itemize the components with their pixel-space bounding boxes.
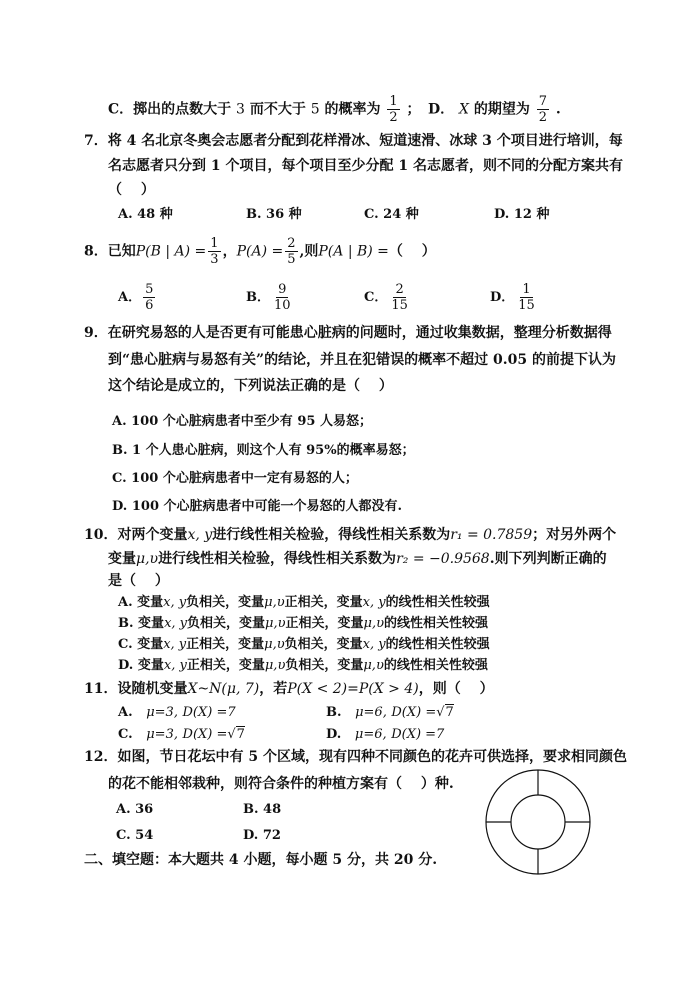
q8-paren: （ ）: [388, 243, 436, 260]
q10-option-d: D. 变量x, y正相关，变量μ,υ负相关，变量μ,υ的线性相关性较强: [118, 658, 488, 673]
q8-comma: ，: [222, 243, 237, 260]
q6-c-num3: 3: [236, 101, 245, 118]
q6-option-d: [428, 94, 561, 125]
inner-circle: [511, 795, 565, 849]
q8-then: ,则: [299, 243, 319, 260]
q8-stem: [84, 236, 436, 267]
q8-option-a: A． $\frac{5}{6}$: [118, 282, 154, 313]
q6-c-text: 而不大于: [249, 101, 306, 118]
flower-bed-diagram: [483, 767, 593, 877]
q10-option-b: B. 变量x, y负相关，变量μ,υ正相关，变量μ,υ的线性相关性较强: [118, 616, 489, 631]
q7-line-1: 7．将 4 名北京冬奥会志愿者分配到花样滑冰、短道速滑、冰球 3 个项目进行培训，每: [84, 133, 623, 149]
q12-line-2: 的花不能相邻栽种，则符合条件的种植方案有（ ）种.: [108, 776, 454, 792]
q9-line-2: 到“患心脏病与易怒有关”的结论，并且在犯错误的概率不超过 0.05 的前提下认为: [108, 352, 616, 368]
q10-r2: r₂ = −0.9568: [396, 551, 490, 567]
q9-option-b: B. 1 个人患心脏病，则这个人有 95%的概率易怒；: [112, 443, 415, 458]
q6-c-tail: 的概率为: [324, 101, 381, 118]
q7-option-a: A. 48 种: [118, 207, 173, 222]
q8-prefix: 8．已知: [84, 243, 136, 260]
q12-line-1: 12．如图，节日花坛中有 5 个区域，现有四种不同颜色的花卉可供选择，要求相同颜色: [84, 749, 627, 765]
q8-fraction-2: $\frac{2}{5}$: [287, 236, 296, 267]
q7-line-2: 名志愿者只分到 1 个项目，每个项目至少分配 1 名志愿者，则不同的分配方案共有: [108, 158, 623, 174]
q7-option-d: D. 12 种: [494, 207, 550, 222]
section-2-heading: 二、填空题：本大题共 4 小题，每小题 5 分，共 20 分.: [84, 852, 438, 868]
q11-stem: 11．设随机变量X~N(μ, 7)，若P(X < 2)=P(X > 4)，则（ ）: [84, 681, 494, 697]
q8-fraction-1: $\frac{1}{3}$: [210, 236, 219, 267]
q11-condition: P(X < 2)=P(X > 4): [287, 681, 419, 697]
q9-line-3: 这个结论是成立的，下列说法正确的是（ ）: [108, 378, 393, 394]
q9-line-1: 9．在研究易怒的人是否更有可能患心脏病的问题时，通过收集数据，整理分析数据得: [84, 325, 612, 341]
q10-option-c: C. 变量x, y正相关，变量μ,υ负相关，变量x, y的线性相关性较强: [118, 637, 490, 652]
q11-option-c: C. μ=3, D(X) =√7: [118, 727, 245, 742]
q7-option-b: B. 36 种: [246, 207, 302, 222]
q8-option-c: C． $\frac{2}{15}$: [364, 282, 408, 313]
q10-r1: r₁ = 0.7859: [450, 527, 533, 543]
q6-c-semicolon: ；: [406, 101, 421, 118]
q12-option-c: C. 54: [116, 828, 154, 843]
q6-option-c: [108, 94, 421, 125]
q7-line-3: （ ）: [108, 182, 155, 198]
q6-c-label: C．掷出的点数大于: [108, 101, 232, 118]
q8-expr-pa: P(A) =: [236, 243, 284, 260]
q6-d-dot: .: [555, 101, 561, 118]
q8-expr-pab: P(A | B) =: [318, 243, 389, 260]
q6-d-text: 的期望为: [473, 101, 530, 118]
q8-option-d: D． $\frac{1}{15}$: [490, 282, 535, 313]
q6-d-fraction: $\frac{7}{2}$: [538, 94, 548, 125]
q12-option-a: A. 36: [116, 802, 154, 817]
q9-option-a: A. 100 个心脏病患者中至少有 95 人易怒；: [112, 414, 372, 429]
q6-d-label: D．: [428, 101, 455, 118]
q7-option-c: C. 24 种: [364, 207, 419, 222]
q10-line-1: 10．对两个变量x, y进行线性相关检验，得线性相关系数为r₁ = 0.7859；对另外两个: [84, 527, 617, 543]
q6-c-fraction: $\frac{1}{2}$: [389, 94, 398, 125]
q11-distribution: X~N(μ, 7): [187, 681, 260, 697]
q10-line-3: 是（ ）: [108, 573, 169, 589]
q8-expr-pba: P(B | A) =: [135, 243, 207, 260]
q10-option-a: A. 变量x, y负相关，变量μ,υ正相关，变量x, y的线性相关性较强: [118, 595, 490, 610]
q10-line-2: 变量μ,υ进行线性相关检验，得线性相关系数为r₂ = −0.9568.则下列判断正确的: [108, 551, 607, 567]
q6-c-num5: 5: [310, 101, 320, 118]
q9-option-c: C. 100 个心脏病患者中一定有易怒的人；: [112, 471, 358, 486]
q8-option-b: B． $\frac{9}{10}$: [246, 282, 291, 313]
q12-option-b: B. 48: [243, 802, 282, 817]
q11-option-a: A. μ=3, D(X) =7: [118, 705, 236, 720]
q11-option-b: B. μ=6, D(X) =√7: [326, 705, 454, 720]
q9-option-d: D. 100 个心脏病患者中可能一个易怒的人都没有.: [112, 499, 403, 514]
q11-option-d: D. μ=6, D(X) =7: [326, 727, 445, 742]
q12-option-d: D. 72: [243, 828, 281, 843]
q6-d-variable: X: [459, 101, 469, 118]
